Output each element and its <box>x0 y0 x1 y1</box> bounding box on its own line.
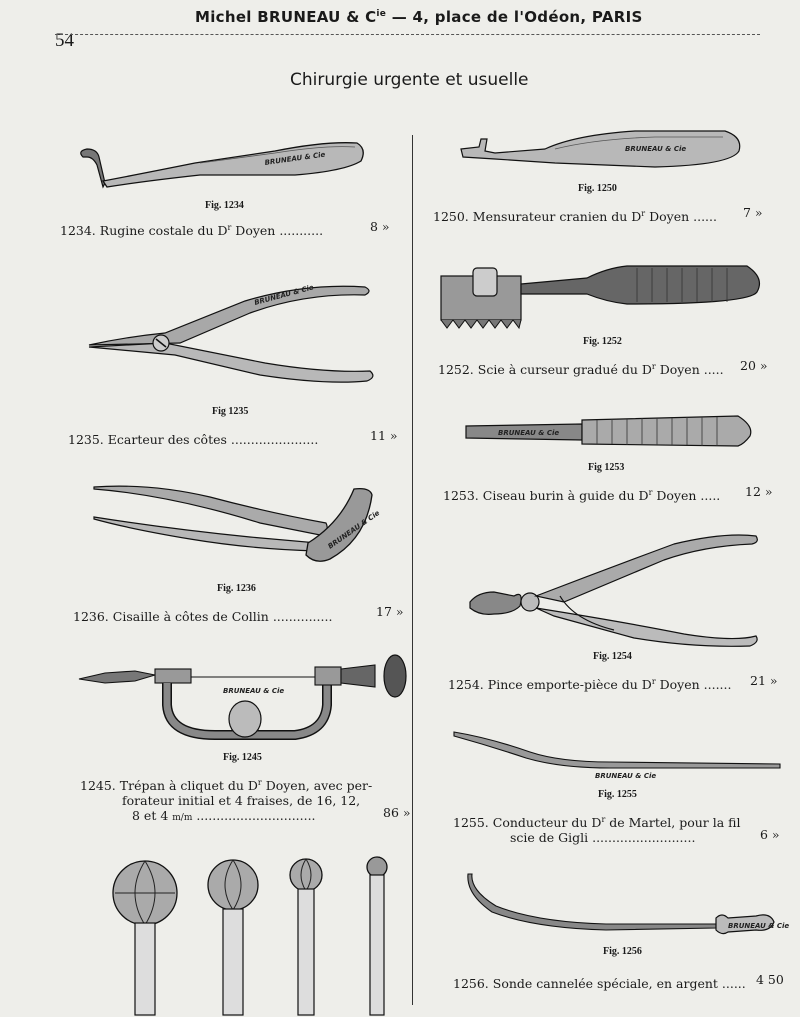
entry-price: 21 » <box>750 673 778 688</box>
entry-text: Ciseau burin à guide du D <box>482 488 649 504</box>
entry-number: 1235. <box>68 432 104 447</box>
entry-text: Sonde cannelée spéciale, en argent ...... <box>492 976 746 991</box>
conducteur-brand: BRUNEAU & Cie <box>595 772 657 780</box>
entry-number: 1254. <box>448 677 484 693</box>
header-rule <box>55 34 760 35</box>
fraises-illustration <box>105 855 400 1015</box>
entry-sup: r <box>651 362 656 371</box>
publisher-sup: ie <box>376 9 387 19</box>
entry-number: 1234. <box>60 223 96 239</box>
entry-text-cont: Doyen ........... <box>231 223 324 239</box>
pince-illustration <box>464 530 764 650</box>
entry-text: Scie à curseur gradué du D <box>477 362 652 378</box>
rugine-brand: BRUNEAU & Cie <box>264 150 326 167</box>
fig-label: Fig. 1252 <box>583 336 622 347</box>
entry-price: 86 » <box>383 805 411 820</box>
entry-price: 8 » <box>370 219 390 234</box>
catalog-entry <box>433 209 717 224</box>
entry-text: Pince emporte-pièce du D <box>487 677 652 693</box>
entry-sup: r <box>257 778 262 787</box>
catalog-entry <box>448 677 731 692</box>
entry-price: 17 » <box>376 604 404 619</box>
catalog-entry <box>453 976 746 991</box>
publisher-address: — 4, place de l'Odéon, PARIS <box>386 8 643 26</box>
entry-price: 11 » <box>370 428 398 443</box>
entry-price: 12 » <box>745 484 773 499</box>
catalog-entry <box>438 362 724 377</box>
catalog-entry <box>68 432 318 447</box>
entry-text: Ecarteur des côtes ...................... <box>107 432 319 447</box>
entry-text: Cisaille à côtes de Collin ............... <box>112 609 333 624</box>
entry-number: 1255. <box>453 815 489 831</box>
entry-number: 1245. <box>80 778 116 794</box>
ciseau-brand: BRUNEAU & Cie <box>498 429 560 437</box>
ecarteur-brand: BRUNEAU & Cie <box>253 283 315 307</box>
entry-number: 1236. <box>73 609 109 624</box>
entry-number: 1250. <box>433 209 469 225</box>
entry-text-line3a: 8 et 4 <box>132 808 173 823</box>
sonde-brand: BRUNEAU & Cie <box>728 922 790 930</box>
fig-label: Fig. 1234 <box>205 200 244 211</box>
entry-text-line3 <box>132 808 316 823</box>
entry-sup: r <box>641 209 646 218</box>
ciseau-illustration <box>462 410 757 455</box>
entry-price: 6 » <box>760 827 780 842</box>
entry-number: 1252. <box>438 362 474 378</box>
entry-price: 7 » <box>743 205 763 220</box>
entry-sup: r <box>227 223 232 232</box>
trepan-brand: BRUNEAU & Cie <box>223 687 285 695</box>
section-title: Chirurgie urgente et usuelle <box>290 70 529 90</box>
entry-text: Mensurateur cranien du D <box>472 209 642 225</box>
entry-text: Rugine costale du D <box>99 223 228 239</box>
cisaille-illustration <box>90 483 380 578</box>
trepan-illustration <box>75 655 410 745</box>
catalog-entry <box>80 778 372 793</box>
entry-price: 20 » <box>740 358 768 373</box>
fig-label: Fig. 1250 <box>578 183 617 194</box>
entry-unit: m/m <box>172 813 193 823</box>
entry-text: Trépan à cliquet du D <box>119 778 258 794</box>
fig-label: Fig. 1255 <box>598 789 637 800</box>
entry-price: 4 50 <box>756 972 784 987</box>
rugine-illustration <box>75 135 370 195</box>
fig-label: Fig. 1245 <box>223 752 262 763</box>
entry-text-line3b: .............................. <box>192 808 316 823</box>
entry-text-cont: Doyen ..... <box>655 362 724 378</box>
cisaille-brand: BRUNEAU & Cie <box>326 509 382 551</box>
catalog-entry <box>453 815 741 830</box>
ecarteur-illustration <box>85 275 380 390</box>
entry-text-line2: scie de Gigli .......................... <box>510 830 696 845</box>
fig-label: Fig. 1236 <box>217 583 256 594</box>
entry-sup: r <box>648 488 653 497</box>
fig-label: Fig. 1256 <box>603 946 642 957</box>
fig-label: Fig. 1254 <box>593 651 632 662</box>
scie-illustration <box>437 262 767 337</box>
conducteur-illustration <box>450 722 785 782</box>
publisher-name: Michel BRUNEAU & C <box>195 8 377 26</box>
entry-text-cont: Doyen ....... <box>655 677 732 693</box>
column-divider <box>412 135 413 1005</box>
entry-text-cont: Doyen ...... <box>645 209 717 225</box>
catalog-entry <box>73 609 332 624</box>
entry-sup: r <box>651 677 656 686</box>
fig-label: Fig 1253 <box>588 462 625 473</box>
entry-text-cont: Doyen ..... <box>652 488 721 504</box>
entry-text-line2: forateur initial et 4 fraises, de 16, 12, <box>122 793 361 808</box>
fig-label: Fig 1235 <box>212 406 249 417</box>
catalog-entry <box>60 223 323 238</box>
mensurateur-brand: BRUNEAU & Cie <box>625 145 687 153</box>
mensurateur-illustration <box>455 125 745 180</box>
catalog-entry <box>443 488 720 503</box>
entry-sup: r <box>601 815 606 824</box>
sonde-illustration <box>466 870 790 945</box>
entry-text: Conducteur du D <box>492 815 602 831</box>
page-header-title <box>195 8 643 26</box>
entry-number: 1253. <box>443 488 479 504</box>
page-number: 54 <box>55 30 74 51</box>
entry-text-cont: Doyen, avec per- <box>261 778 373 794</box>
entry-number: 1256. <box>453 976 489 991</box>
entry-text-cont: de Martel, pour la fil <box>605 815 741 831</box>
